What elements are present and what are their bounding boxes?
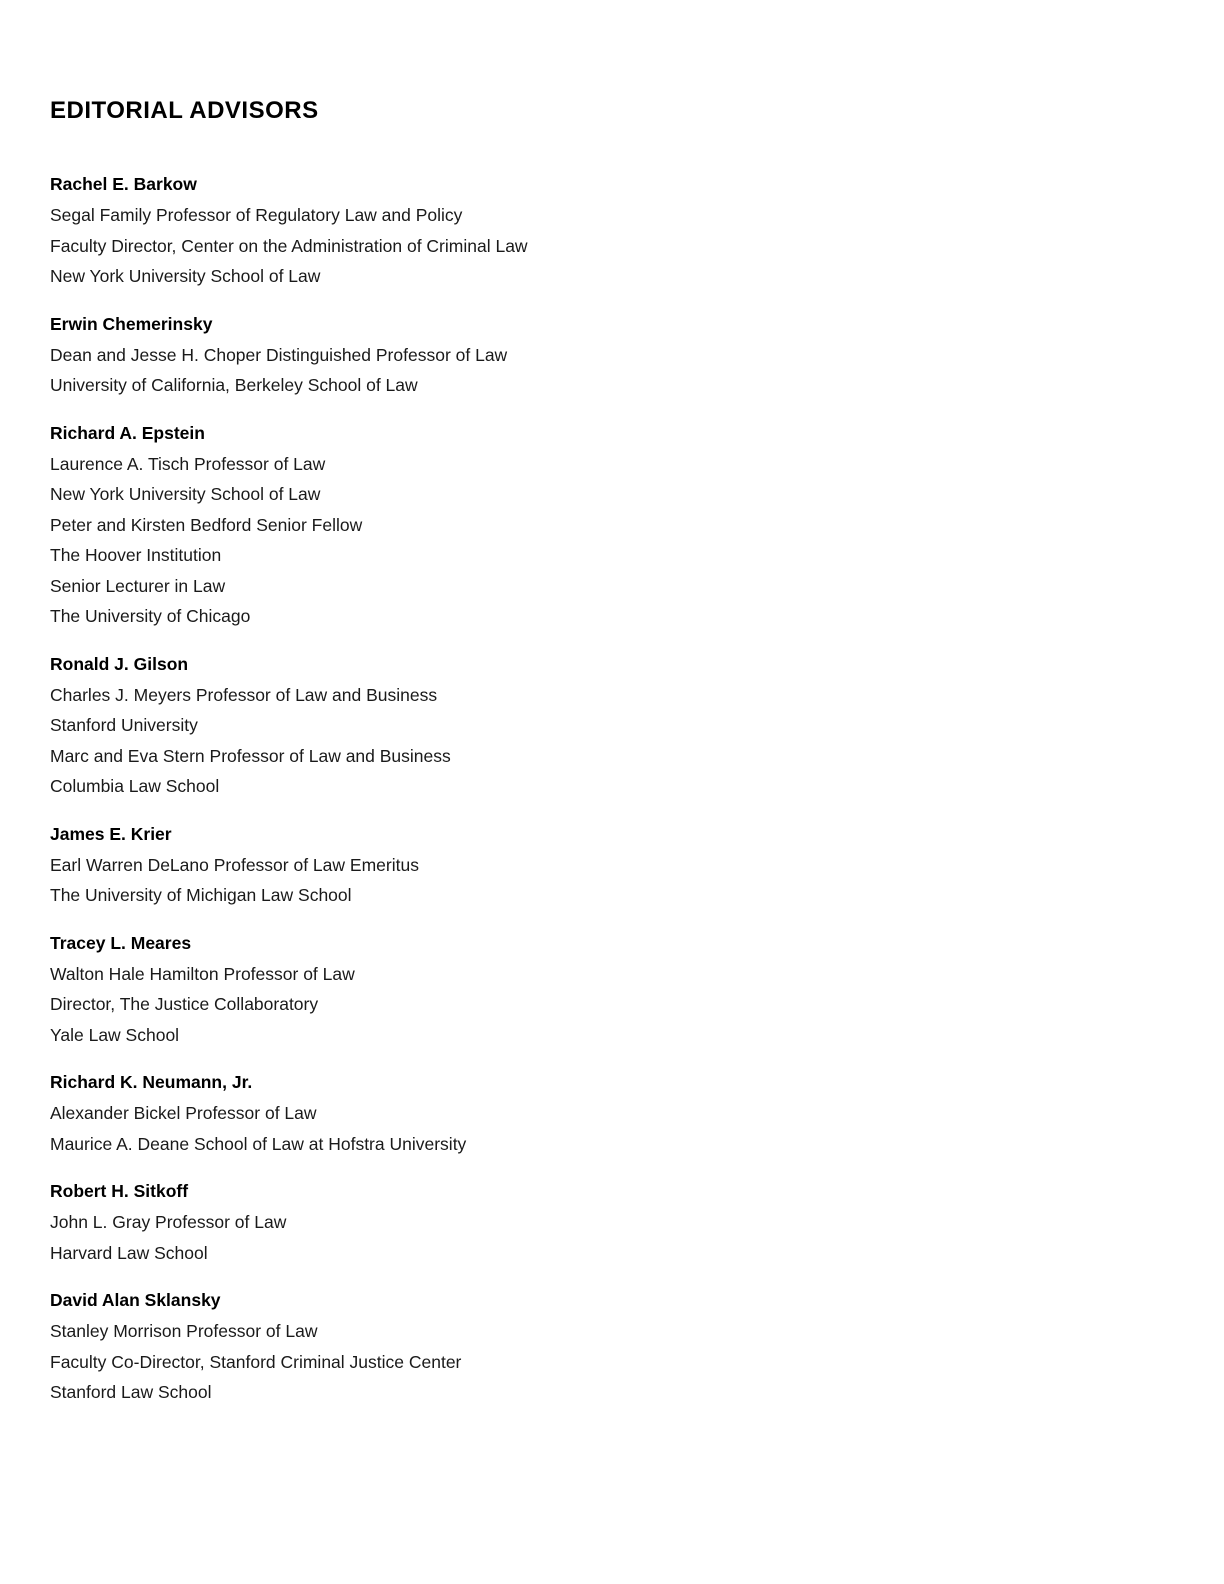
advisor-entry [50,1067,1164,1159]
advisor-line: Segal Family Professor of Regulatory Law and Policy [50,205,463,225]
advisor-line: Peter and Kirsten Bedford Senior Fellow [50,514,363,535]
advisor-name: Robert H. Sitkoff [50,1181,189,1201]
advisor-line: Stanford University [50,715,198,735]
advisor-entry [50,418,1164,632]
advisor-entry [50,649,1164,802]
advisor-line: Earl Warren DeLano Professor of Law Emeritus [50,854,419,875]
advisor-line: Dean and Jesse H. Choper Distinguished Professor of Law [50,344,508,365]
advisor-entry [50,1285,1164,1408]
advisor-line: The University of Chicago [50,606,251,626]
advisor-line: Yale Law School [50,1024,180,1045]
advisor-lines [50,340,1164,401]
advisor-entry [50,309,1164,401]
advisor-line: Director, The Justice Collaboratory [50,994,319,1014]
advisor-line: New York University School of Law [50,484,321,504]
advisor-line: The Hoover Institution [50,545,222,565]
advisor-line: Stanley Morrison Professor of Law [50,1321,318,1341]
advisor-name: Tracey L. Meares [50,932,192,953]
advisor-line: University of California, Berkeley School of Law [50,375,418,395]
advisor-lines [50,959,1164,1051]
advisor-line: Charles J. Meyers Professor of Law and Business [50,684,438,705]
advisor-lines [50,200,1164,292]
advisor-line: Walton Hale Hamilton Professor of Law [50,963,355,984]
advisor-lines [50,850,1164,911]
advisor-entry [50,1176,1164,1268]
advisor-lines [50,1316,1164,1408]
advisor-name: Erwin Chemerinsky [50,313,213,334]
advisor-line: John L. Gray Professor of Law [50,1212,287,1232]
advisor-lines [50,1098,1164,1159]
advisors-list [50,169,1164,1408]
advisor-name: Rachel E. Barkow [50,174,197,194]
advisor-line: Laurence A. Tisch Professor of Law [50,453,326,474]
page-title: EDITORIAL ADVISORS [50,97,319,124]
advisor-lines [50,449,1164,632]
advisor-lines [50,1207,1164,1268]
advisor-line: New York University School of Law [50,266,321,286]
advisor-line: Harvard Law School [50,1242,208,1263]
advisor-name: David Alan Sklansky [50,1290,221,1310]
advisor-entry [50,819,1164,911]
advisor-name: Ronald J. Gilson [50,653,189,674]
advisor-name: James E. Krier [50,823,172,844]
advisor-line: Faculty Co-Director, Stanford Criminal Justice Center [50,1351,462,1372]
advisor-line: Marc and Eva Stern Professor of Law and Business [50,745,451,766]
advisor-line: Faculty Director, Center on the Administration of Criminal Law [50,235,528,256]
advisor-line: Senior Lecturer in Law [50,575,226,596]
advisor-line: Columbia Law School [50,776,220,796]
advisor-name: Richard K. Neumann, Jr. [50,1072,253,1092]
advisor-line: Stanford Law School [50,1382,212,1402]
advisor-line: Maurice A. Deane School of Law at Hofstra University [50,1133,467,1154]
advisor-lines [50,680,1164,802]
advisor-name: Richard A. Epstein [50,422,205,443]
advisor-entry [50,928,1164,1051]
advisor-entry [50,169,1164,292]
advisor-line: The University of Michigan Law School [50,885,352,905]
advisor-line: Alexander Bickel Professor of Law [50,1103,317,1123]
